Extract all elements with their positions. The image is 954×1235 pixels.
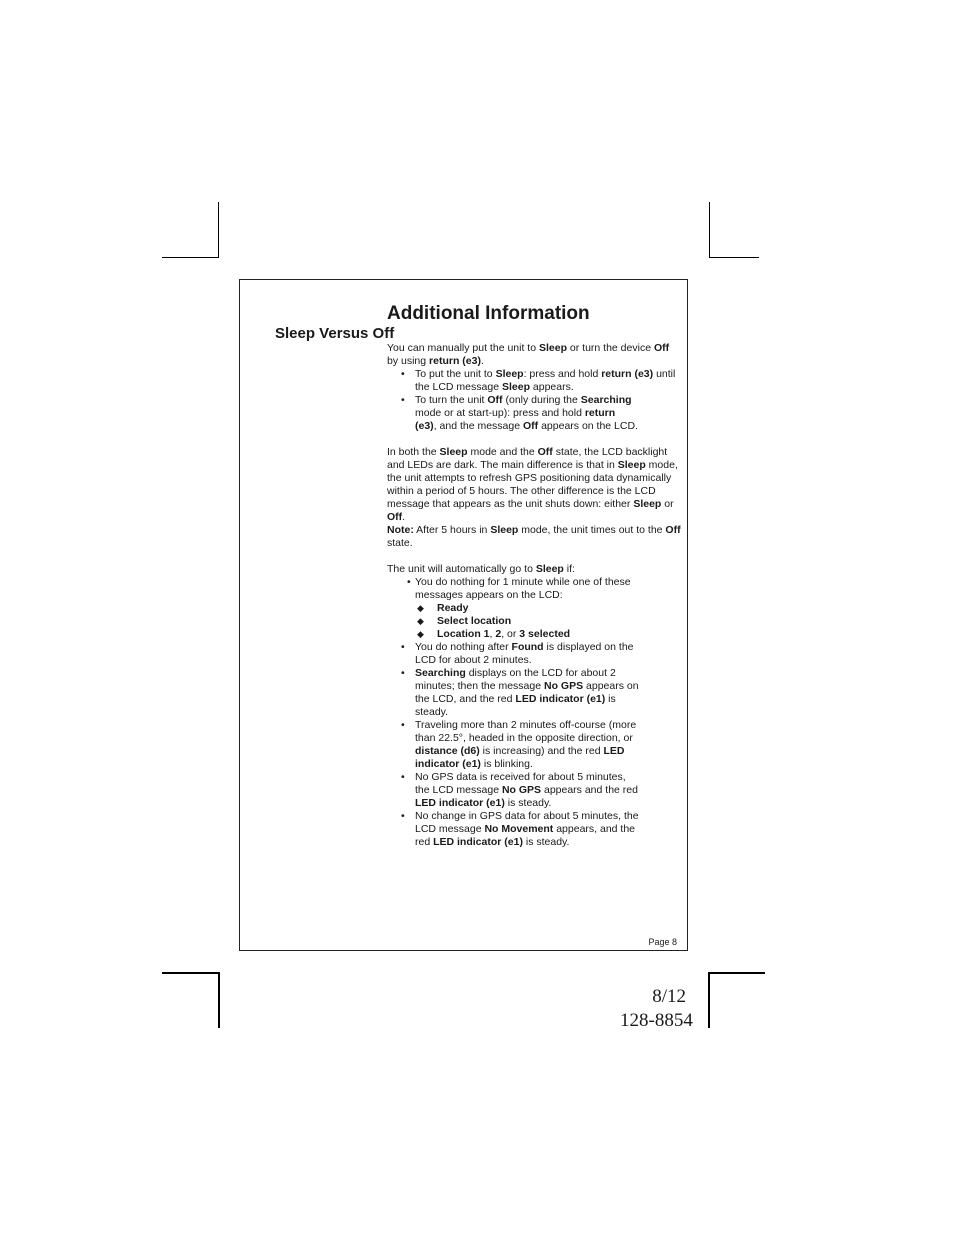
crop-mark-bottom-left-horizontal bbox=[162, 972, 219, 974]
note-paragraph: Note: After 5 hours in Sleep mode, the unit times out to the Off state. bbox=[387, 524, 681, 549]
manual-steps-list bbox=[387, 368, 687, 433]
crop-mark-top-right-horizontal bbox=[709, 257, 759, 258]
crop-mark-top-left-vertical bbox=[218, 202, 219, 258]
list-item: • Traveling more than 2 minutes off-course (more than 22.5°, headed in the opposite direction, or distance (d6) is increasing) and the red LED indicator (e1) is blinking. bbox=[387, 719, 687, 771]
lcd-message-item: ◆ Select location bbox=[415, 615, 642, 628]
list-item: • You do nothing for 1 minute while one of these messages appears on the LCD: ◆ Ready ◆ Select location ◆ Location 1, 2, or 3 selected bbox=[387, 576, 687, 641]
crop-mark-bottom-right-horizontal bbox=[708, 972, 765, 974]
part-number: 128-8854 bbox=[620, 1010, 693, 1031]
list-item: • To turn the unit Off (only during the Searching mode or at start-up): press and hold return (e3), and the message Off appears on the LCD. bbox=[387, 394, 687, 433]
list-item: • No change in GPS data for about 5 minutes, the LCD message No Movement appears, and the red LED indicator (e1) is steady. bbox=[387, 810, 687, 849]
print-date: 8/12 bbox=[652, 986, 686, 1007]
lcd-message-item: ◆ Ready bbox=[415, 602, 642, 615]
auto-sleep-conditions-list bbox=[387, 576, 687, 849]
crop-mark-bottom-right-vertical bbox=[708, 972, 710, 1028]
crop-mark-bottom-left-vertical bbox=[218, 972, 220, 1028]
lcd-messages-list bbox=[415, 602, 642, 641]
body-text bbox=[387, 342, 687, 849]
print-code bbox=[620, 985, 693, 1033]
section-heading: Sleep Versus Off bbox=[275, 325, 395, 342]
difference-paragraph: In both the Sleep mode and the Off state, the LCD backlight and LEDs are dark. The main difference is that in Sleep mode, the unit attempts to refresh GPS positioning data dynamically within a period of 5 hours. The other difference is the LCD message that appears as the unit shuts down: either Sleep or Off. bbox=[387, 446, 678, 523]
crop-mark-top-right-vertical bbox=[709, 202, 710, 258]
auto-sleep-intro: The unit will automatically go to Sleep if: bbox=[387, 563, 575, 575]
page-title: Additional Information bbox=[387, 303, 590, 324]
page-number: Page 8 bbox=[648, 937, 677, 947]
crop-mark-top-left-horizontal bbox=[162, 257, 219, 258]
list-item: • Searching displays on the LCD for about 2 minutes; then the message No GPS appears on the LCD, and the red LED indicator (e1) is steady. bbox=[387, 667, 687, 719]
list-item: • No GPS data is received for about 5 minutes, the LCD message No GPS appears and the red LED indicator (e1) is steady. bbox=[387, 771, 687, 810]
intro-paragraph: You can manually put the unit to Sleep or turn the device Off by using return (e3). bbox=[387, 342, 670, 367]
list-item: • You do nothing after Found is displayed on the LCD for about 2 minutes. bbox=[387, 641, 687, 667]
list-item: • To put the unit to Sleep: press and hold return (e3) until the LCD message Sleep appears. bbox=[387, 368, 687, 394]
lcd-message-item: ◆ Location 1, 2, or 3 selected bbox=[415, 628, 642, 641]
